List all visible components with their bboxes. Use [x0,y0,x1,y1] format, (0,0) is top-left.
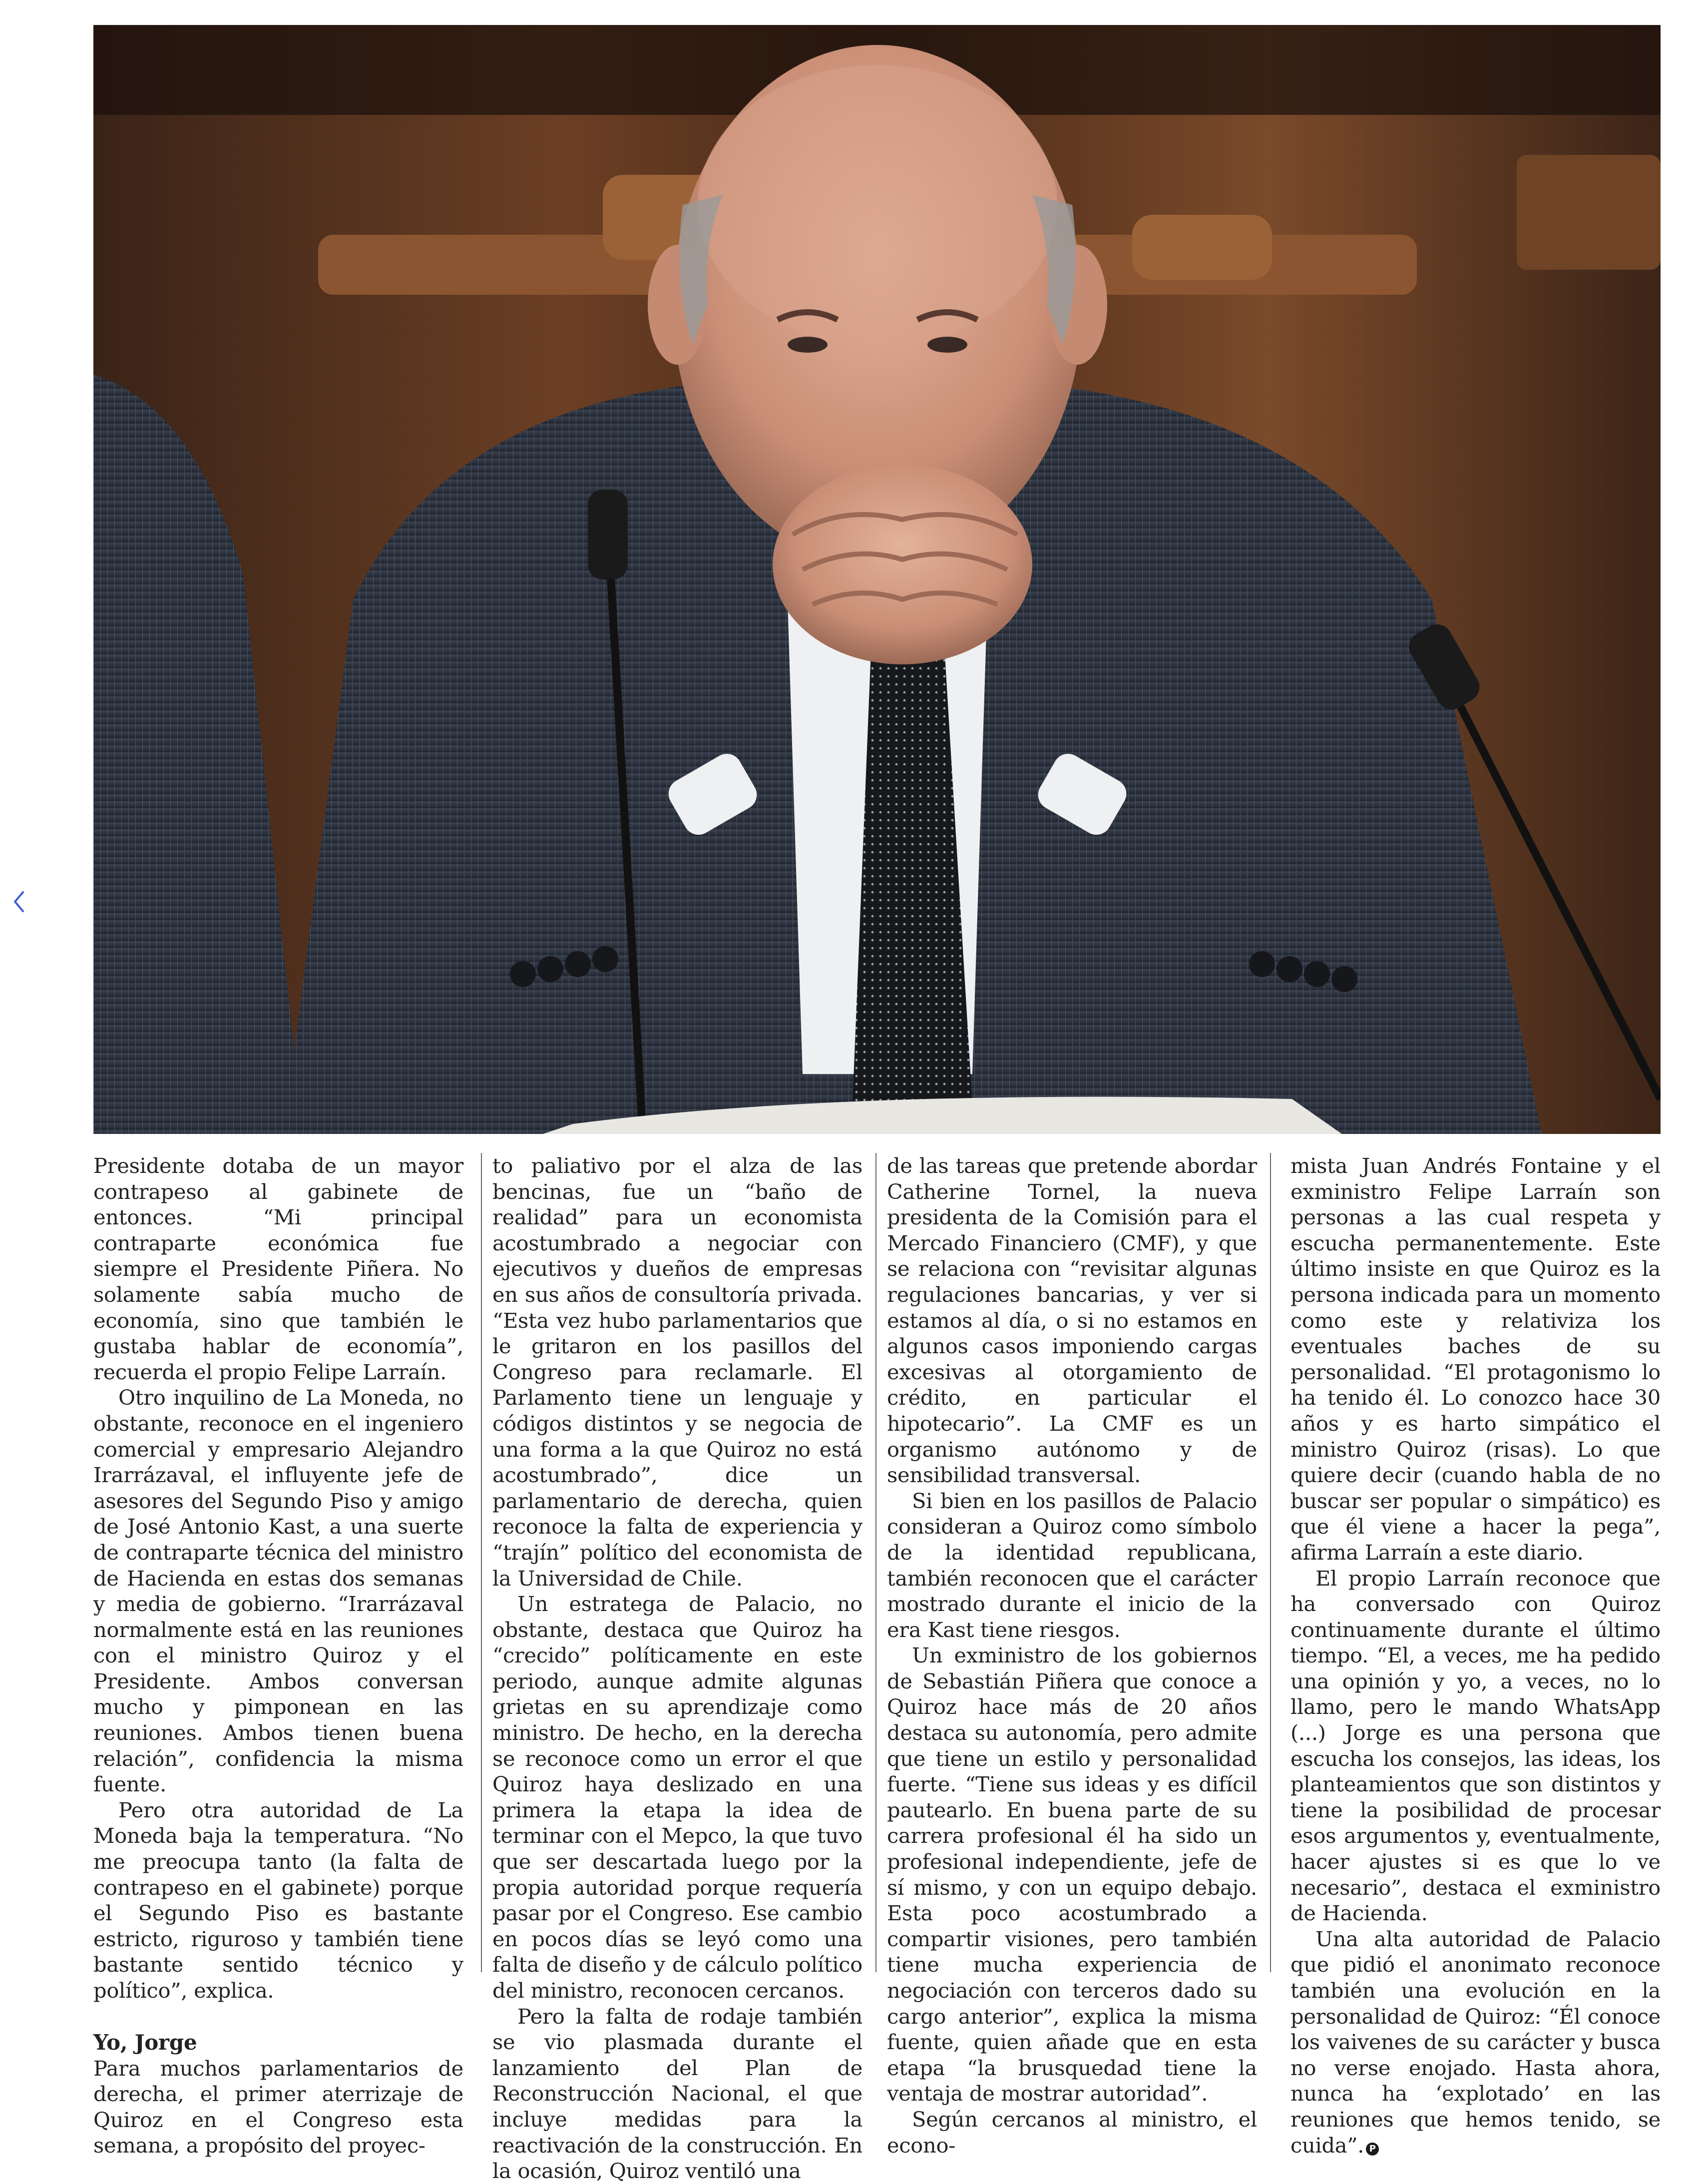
column-3 [887,1153,1257,2158]
section-heading: Yo, Jorge [93,2030,197,2055]
chevron-left-icon [11,889,26,914]
previous-page-arrow[interactable] [6,884,31,919]
paragraph: Presidente dotaba de un mayor contrapeso al gabinete de entonces. “Mi principal contraparte económica fue siempre el Presidente Piñera. No solamente sabía mucho de economía, sino que también le gustaba hablar de economía”, recuerda el propio Felipe Larraín. [93,1153,463,1384]
paragraph: Si bien en los pasillos de Palacio consideran a Quiroz como símbolo de la identidad republicana, también reconocen que el carácter mostrado durante el inicio de la era Kast tiene riesgos. [887,1488,1257,1642]
article-body [93,1153,1661,2184]
paragraph: Según cercanos al ministro, el econo- [887,2107,1257,2158]
article-photo [93,25,1661,1134]
paragraph: Un exministro de los gobiernos de Sebastián Piñera que conoce a Quiroz hace más de 20 años destaca su autonomía, pero admite que tiene un estilo y personalidad fuerte. “Tiene sus ideas y es difícil pautearlo. En buena parte de su carrera profesional él ha sido un profesional independiente, jefe de sí mismo, y con un equipo debajo. Esta poco acostumbrado a compartir visiones, pero también tiene mucha experiencia de negociación con terceros dado su cargo anterior”, explica la misma fuente, quien añade que en esta etapa “la brusquedad tiene la ventaja de mostrar autoridad”. [887,1643,1257,2106]
column-2 [492,1153,862,2184]
paragraph: to paliativo por el alza de las bencinas, fue un “baño de realidad” para un economista acostumbrado a negociar con ejecutivos y dueños de empresas en sus años de consultoría privada. “Esta vez hubo parlamentarios que le gritaron en los pasillos del Congreso para reclamarle. El Parlamento tiene un lenguaje y códigos distintos y se negocia de una forma a la que Quiroz no está acostumbrado”, dice un parlamentario de derecha, quien reconoce la falta de experiencia y “trajín” político del economista de la Universidad de Chile. [492,1153,862,1591]
column-divider [481,1153,482,1972]
paragraph: Para muchos parlamentarios de derecha, el primer aterrizaje de Quiroz en el Congreso esta semana, a propósito del proyec- [93,2056,463,2158]
paragraph: El propio Larraín reconoce que ha conversado con Quiroz continuamente durante el último tiempo. “El, a veces, me ha pedido una opinión y yo, a veces, no lo llamo, pero le mando WhatsApp (...) Jorge es una persona que escucha los consejos, las ideas, los planteamientos que son distintos y tiene la posibilidad de procesar esos argumentos y, eventualmente, hacer ajustes si es que lo ve necesario”, destaca el exministro de Hacienda. [1290,1566,1661,1926]
column-1 [93,1153,463,2159]
paragraph [1290,1926,1661,2158]
paragraph: Un estratega de Palacio, no obstante, destaca que Quiroz ha “crecido” políticamente en este periodo, aunque admite algunas grietas en su aprendizaje como ministro. De hecho, en la derecha se reconoce como un error el que Quiroz haya deslizado en una primera la etapa la idea de terminar con el Mepco, la que tuvo que ser descartada luego por la propia autoridad porque requería pasar por el Congreso. Ese cambio en pocos días se leyó como una falta de diseño y de cálculo político del ministro, reconocen cercanos. [492,1592,862,2003]
column-4 [1290,1153,1661,2158]
photo-minister-hands-clasped-icon [93,25,1661,1134]
paragraph: de las tareas que pretende abordar Catherine Tornel, la nueva presidenta de la Comisión para el Mercado Financiero (CMF), y que se relaciona con “revisitar algunas regulaciones bancarias, y ver si estamos al día, o si no estamos en algunos casos imponiendo cargas excesivas al otorgamiento de crédito, en particular el hipotecario”. La CMF es un organismo autónomo y de sensibilidad transversal. [887,1153,1257,1488]
paragraph: mista Juan Andrés Fontaine y el exministro Felipe Larraín son personas a las cual respeta y escucha permanentemente. Este último insiste en que Quiroz es la persona indicada para un momento como este y relativiza los eventuales baches de su personalidad. “El protagonismo lo ha tenido él. Lo conozco hace 30 años y es harto simpático el ministro Quiroz (risas). Lo que quiere decir (cuando habla de no buscar ser popular o simpático) es que él viene a hacer la pega”, afirma Larraín a este diario. [1290,1153,1661,1565]
column-divider [1270,1153,1271,1972]
paragraph: Otro inquilino de La Moneda, no obstante, reconoce en el ingeniero comercial y empresario Alejandro Irarrázaval, el influyente jefe de asesores del Segundo Piso y amigo de José Antonio Kast, a una suerte de contraparte técnica del ministro de Hacienda en estas dos semanas y media de gobierno. “Irarrázaval normalmente está en las reuniones con el ministro Quiroz y el Presidente. Ambos conversan mucho y pimponean en las reuniones. Ambos tienen buena relación”, confidencia la misma fuente. [93,1385,463,1797]
paragraph-text: Una alta autoridad de Palacio que pidió el anonimato reconoce también una evolución en la personalidad de Quiroz: “Él conoce los vaivenes de su carácter y busca no verse enojado. Hasta ahora, nunca ha ‘explotado’ en las reuniones que hemos tenido, se cuida”. [1290,1926,1661,2158]
end-of-article-icon: P [1366,2143,1379,2156]
paragraph: Pero otra autoridad de La Moneda baja la temperatura. “No me preocupa tanto (la falta de contrapeso en el gabinete) porque el Segundo Piso es bastante estricto, riguroso y también tiene bastante sentido técnico y político”, explica. [93,1797,463,2003]
column-divider [875,1153,876,1972]
paragraph: Pero la falta de rodaje también se vio plasmada durante el lanzamiento del Plan de Reconstrucción Nacional, el que incluye medidas para la reactivación de la construcción. En la ocasión, Quiroz ventiló una [492,2004,862,2184]
